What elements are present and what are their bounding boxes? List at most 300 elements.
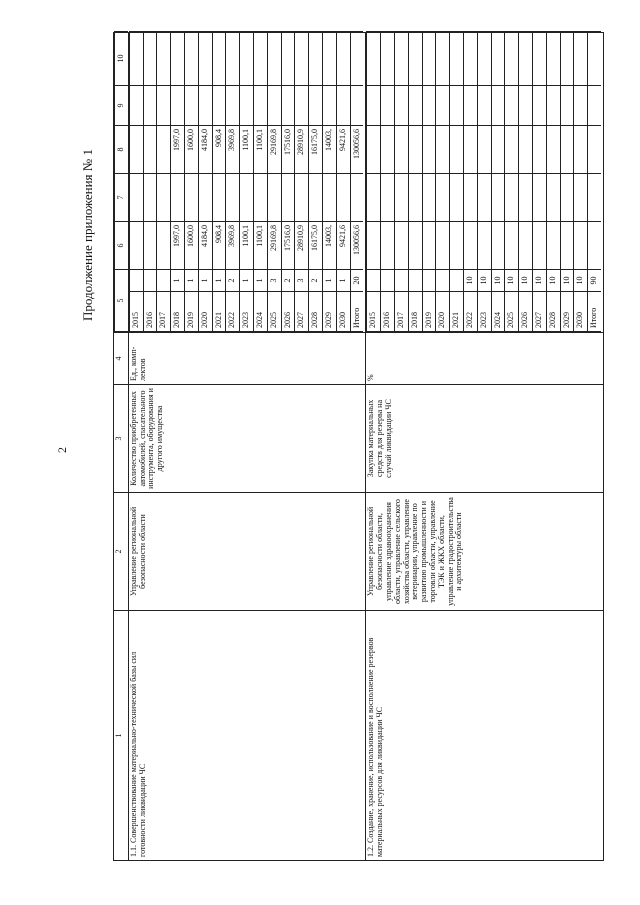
col10-value (367, 32, 381, 86)
col10-value (422, 32, 436, 86)
col7-value (336, 174, 350, 222)
col5-value (129, 270, 143, 292)
page-number: 2 (55, 447, 69, 453)
col6-value: 29169,8 (267, 222, 281, 270)
year-row (546, 32, 560, 332)
col7-value (157, 174, 171, 222)
col7-value (143, 174, 157, 222)
year-row (226, 32, 240, 332)
col10-value (532, 32, 546, 86)
col8-value: 29169,8 (267, 126, 281, 174)
col8-value (450, 126, 464, 174)
year-row (588, 32, 601, 332)
col8-value: 3969,8 (226, 126, 240, 174)
col7-value (281, 174, 295, 222)
year-cell: 2029 (322, 292, 336, 332)
header-subtable (114, 31, 128, 332)
col10-value (408, 32, 422, 86)
col8-value (491, 126, 505, 174)
col6-value (129, 222, 143, 270)
col7-value (477, 174, 491, 222)
header-col-2: 2 (114, 493, 129, 611)
header-col-3: 3 (114, 385, 129, 493)
col10-value (381, 32, 395, 86)
col9-value (394, 86, 408, 126)
year-row (212, 32, 226, 332)
executor-cell: Управление региональной безопасности области (128, 493, 366, 611)
col10-value (574, 32, 588, 86)
col9-value (574, 86, 588, 126)
col9-value (267, 86, 281, 126)
year-cell: 2017 (157, 292, 171, 332)
col9-value (253, 86, 267, 126)
col7-value (198, 174, 212, 222)
col10-value (322, 32, 336, 86)
year-cell: 2019 (184, 292, 198, 332)
col9-value (143, 86, 157, 126)
col5-value: 1 (322, 270, 336, 292)
col10-value (436, 32, 450, 86)
col5-value (143, 270, 157, 292)
col10-value (267, 32, 281, 86)
col10-value (560, 32, 574, 86)
header-col-1: 1 (114, 611, 129, 861)
col6-value (519, 222, 533, 270)
col5-value: 1 (336, 270, 350, 292)
col9-value (436, 86, 450, 126)
year-cell: 2023 (240, 292, 254, 332)
col7-value (408, 174, 422, 222)
col7-value (463, 174, 477, 222)
col6-value: 28910,9 (295, 222, 309, 270)
col10-value (240, 32, 254, 86)
year-cell: 2019 (422, 292, 436, 332)
col9-value (226, 86, 240, 126)
col9-value (381, 86, 395, 126)
measure-cell: 1.2. Создание, хранение, использование и восполнение резервов материальных ресурсов для ликвидации ЧС (366, 611, 604, 861)
col6-value (381, 222, 395, 270)
year-row (463, 32, 477, 332)
indicator-cell: Закупка материальных средств для резерва на случай ликвидации ЧС (366, 385, 604, 493)
col10-value (463, 32, 477, 86)
col10-value (336, 32, 350, 86)
col8-value (436, 126, 450, 174)
col10-value (295, 32, 309, 86)
col8-value (519, 126, 533, 174)
col10-value (171, 32, 185, 86)
year-row (350, 32, 363, 332)
col8-value (560, 126, 574, 174)
col8-value (463, 126, 477, 174)
year-cell: 2028 (309, 292, 323, 332)
col5-value (394, 270, 408, 292)
year-row (477, 32, 491, 332)
year-cell: 2022 (226, 292, 240, 332)
year-cell: 2016 (381, 292, 395, 332)
col9-value (336, 86, 350, 126)
col5-value: 10 (546, 270, 560, 292)
year-row (171, 32, 185, 332)
col6-value (560, 222, 574, 270)
col10-value (350, 32, 363, 86)
col10-value (309, 32, 323, 86)
year-row (560, 32, 574, 332)
header-col-5: 5 (115, 270, 128, 332)
col7-value (574, 174, 588, 222)
col10-value (212, 32, 226, 86)
year-cell: 2018 (171, 292, 185, 332)
col7-value (367, 174, 381, 222)
col7-value (588, 174, 601, 222)
col9-value (546, 86, 560, 126)
year-row (422, 32, 436, 332)
col6-value (143, 222, 157, 270)
col9-value (171, 86, 185, 126)
col9-value (463, 86, 477, 126)
col9-value (129, 86, 143, 126)
col6-value: 14003, (322, 222, 336, 270)
col8-value: 1997,0 (171, 126, 185, 174)
col5-value: 1 (253, 270, 267, 292)
year-cell: Итого (588, 292, 601, 332)
col8-value: 9421,6 (336, 126, 350, 174)
year-cell: 2028 (546, 292, 560, 332)
col8-value: 28910,9 (295, 126, 309, 174)
col5-value (408, 270, 422, 292)
col9-value (408, 86, 422, 126)
col5-value (436, 270, 450, 292)
table-row (366, 33, 604, 861)
col5-value: 10 (560, 270, 574, 292)
year-row (367, 32, 381, 332)
col6-value: 4184,0 (198, 222, 212, 270)
col7-value (422, 174, 436, 222)
header-col-6: 6 (115, 222, 128, 270)
year-cell: 2015 (129, 292, 143, 332)
executor-cell: Управление региональной безопасности области, управление здравоохранения области, управление сельского хозяйства области, управление ветеринарии, управление по развитию промышленности и торговли области, управление ТЭК и ЖКХ области, управление градостроительства и архитектуры области (366, 493, 604, 611)
table-rotator (113, 33, 604, 861)
col7-value (519, 174, 533, 222)
header-col-7: 7 (115, 174, 128, 222)
col9-value (422, 86, 436, 126)
col5-value: 3 (267, 270, 281, 292)
col7-value (381, 174, 395, 222)
col9-value (322, 86, 336, 126)
year-row (143, 32, 157, 332)
year-row (281, 32, 295, 332)
col5-value: 90 (588, 270, 601, 292)
year-cell: 2030 (336, 292, 350, 332)
year-cell: 2027 (532, 292, 546, 332)
year-row (436, 32, 450, 332)
col9-value (309, 86, 323, 126)
year-cell: 2017 (394, 292, 408, 332)
col6-value: 3969,8 (226, 222, 240, 270)
year-row (394, 32, 408, 332)
col6-value (546, 222, 560, 270)
col6-value: 130056,6 (350, 222, 363, 270)
col10-value (226, 32, 240, 86)
col6-value: 16175,0 (309, 222, 323, 270)
col6-value (408, 222, 422, 270)
col6-value: 1100,1 (253, 222, 267, 270)
year-cell: 2025 (505, 292, 519, 332)
year-row (198, 32, 212, 332)
col9-value (350, 86, 363, 126)
year-row (309, 32, 323, 332)
col5-value: 10 (463, 270, 477, 292)
year-row (381, 32, 395, 332)
col8-value: 1600,0 (184, 126, 198, 174)
year-row (184, 32, 198, 332)
col10-value (143, 32, 157, 86)
col6-value (450, 222, 464, 270)
year-cell: 2018 (408, 292, 422, 332)
col9-value (560, 86, 574, 126)
year-row (336, 32, 350, 332)
col8-value (143, 126, 157, 174)
header-col-8: 8 (115, 126, 128, 174)
col8-value: 1100,1 (253, 126, 267, 174)
col5-value: 3 (295, 270, 309, 292)
col5-value: 10 (477, 270, 491, 292)
col10-value (198, 32, 212, 86)
year-row (157, 32, 171, 332)
col7-value (240, 174, 254, 222)
col9-value (184, 86, 198, 126)
col5-value: 10 (532, 270, 546, 292)
measure-cell: 1.1. Совершенствование материально-технической базы сил готовности ликвидации ЧС (128, 611, 366, 861)
col5-value: 2 (281, 270, 295, 292)
col8-value: 908,4 (212, 126, 226, 174)
table-row (128, 33, 366, 861)
year-cell: 2026 (519, 292, 533, 332)
col9-value (157, 86, 171, 126)
year-row (253, 32, 267, 332)
year-cell: 2025 (267, 292, 281, 332)
col10-value (394, 32, 408, 86)
col10-value (129, 32, 143, 86)
table-caption: Продолжение приложения № 1 (80, 149, 95, 321)
col6-value (422, 222, 436, 270)
year-row (322, 32, 336, 332)
col5-value: 10 (574, 270, 588, 292)
header-row (114, 33, 129, 861)
col7-value (450, 174, 464, 222)
col7-value (295, 174, 309, 222)
header-col-10: 10 (115, 32, 128, 86)
year-cell: 2022 (463, 292, 477, 332)
year-row (240, 32, 254, 332)
col7-value (546, 174, 560, 222)
header-col-9: 9 (115, 86, 128, 126)
col7-value (253, 174, 267, 222)
col7-value (322, 174, 336, 222)
col8-value (408, 126, 422, 174)
col10-value (253, 32, 267, 86)
col8-value: 16175,0 (309, 126, 323, 174)
col6-value: 9421,6 (336, 222, 350, 270)
col6-value (574, 222, 588, 270)
col10-value (157, 32, 171, 86)
col5-value: 10 (519, 270, 533, 292)
col5-value: 1 (240, 270, 254, 292)
col8-value (532, 126, 546, 174)
col5-value: 1 (171, 270, 185, 292)
col8-value: 130056,6 (350, 126, 363, 174)
col10-value (450, 32, 464, 86)
year-cell: 2024 (253, 292, 267, 332)
col9-value (450, 86, 464, 126)
col7-value (491, 174, 505, 222)
year-row (295, 32, 309, 332)
year-row (574, 32, 588, 332)
col5-value: 1 (212, 270, 226, 292)
year-row (267, 32, 281, 332)
col6-value (532, 222, 546, 270)
col5-value (157, 270, 171, 292)
col7-value (212, 174, 226, 222)
col5-value (381, 270, 395, 292)
col8-value (394, 126, 408, 174)
col8-value (505, 126, 519, 174)
col10-value (519, 32, 533, 86)
col5-value (450, 270, 464, 292)
year-row (519, 32, 533, 332)
col7-value (184, 174, 198, 222)
col9-value (532, 86, 546, 126)
col7-value (129, 174, 143, 222)
col5-value: 10 (505, 270, 519, 292)
col9-value (588, 86, 601, 126)
program-table (113, 32, 604, 861)
unit-cell: % (366, 333, 604, 385)
rotated-table-area (113, 33, 604, 861)
col8-value: 14003, (322, 126, 336, 174)
year-cell: 2024 (491, 292, 505, 332)
col7-value (309, 174, 323, 222)
col8-value (129, 126, 143, 174)
col9-value (212, 86, 226, 126)
years-subtable (129, 31, 364, 332)
col8-value (588, 126, 601, 174)
header-col-4: 4 (114, 333, 129, 385)
year-cell: 2021 (212, 292, 226, 332)
col8-value: 1100,1 (240, 126, 254, 174)
col7-value (394, 174, 408, 222)
col6-value: 1997,0 (171, 222, 185, 270)
col6-value: 17516,0 (281, 222, 295, 270)
col5-value: 10 (491, 270, 505, 292)
year-cell: Итого (350, 292, 363, 332)
col6-value (491, 222, 505, 270)
year-cell: 2020 (198, 292, 212, 332)
year-cell: 2021 (450, 292, 464, 332)
col7-value (532, 174, 546, 222)
years-cell (128, 33, 366, 333)
col9-value (240, 86, 254, 126)
col10-value (281, 32, 295, 86)
col9-value (281, 86, 295, 126)
caption-container (78, 110, 98, 360)
col6-value: 1600,0 (184, 222, 198, 270)
col6-value (463, 222, 477, 270)
col6-value (394, 222, 408, 270)
col7-value (350, 174, 363, 222)
col8-value (422, 126, 436, 174)
year-cell: 2023 (477, 292, 491, 332)
col5-value: 2 (226, 270, 240, 292)
col8-value (157, 126, 171, 174)
col7-value (171, 174, 185, 222)
year-cell: 2020 (436, 292, 450, 332)
col7-value (560, 174, 574, 222)
col5-value: 1 (198, 270, 212, 292)
col7-value (267, 174, 281, 222)
col9-value (491, 86, 505, 126)
col6-value (505, 222, 519, 270)
col9-value (477, 86, 491, 126)
col8-value (367, 126, 381, 174)
year-cell: 2029 (560, 292, 574, 332)
col8-value: 17516,0 (281, 126, 295, 174)
col9-value (505, 86, 519, 126)
indicator-cell: Количество приобретенных автомобилей, спасательного инструмента, оборудования и другого имущества (128, 385, 366, 493)
col8-value (546, 126, 560, 174)
col8-value (477, 126, 491, 174)
col8-value (574, 126, 588, 174)
year-cell: 2016 (143, 292, 157, 332)
col6-value (588, 222, 601, 270)
col6-value (367, 222, 381, 270)
year-row (491, 32, 505, 332)
year-row (408, 32, 422, 332)
col6-value: 1100,1 (240, 222, 254, 270)
year-cell: 2030 (574, 292, 588, 332)
year-row (450, 32, 464, 332)
year-cell: 2027 (295, 292, 309, 332)
col10-value (491, 32, 505, 86)
col5-value (367, 270, 381, 292)
col10-value (546, 32, 560, 86)
year-row (129, 32, 143, 332)
col8-value: 4184,0 (198, 126, 212, 174)
col5-value: 20 (350, 270, 363, 292)
col6-value: 908,4 (212, 222, 226, 270)
year-row (505, 32, 519, 332)
col10-value (505, 32, 519, 86)
col9-value (367, 86, 381, 126)
col6-value (436, 222, 450, 270)
col5-value (422, 270, 436, 292)
col9-value (295, 86, 309, 126)
col9-value (519, 86, 533, 126)
col5-value: 1 (184, 270, 198, 292)
col7-value (436, 174, 450, 222)
col6-value (157, 222, 171, 270)
col10-value (477, 32, 491, 86)
unit-cell: Ед., комп-лектов (128, 333, 366, 385)
col8-value (381, 126, 395, 174)
col10-value (588, 32, 601, 86)
year-cell: 2026 (281, 292, 295, 332)
years-cell (366, 33, 604, 333)
year-row (532, 32, 546, 332)
col6-value (477, 222, 491, 270)
col9-value (198, 86, 212, 126)
header-cols-5-10 (114, 33, 129, 333)
year-cell: 2015 (367, 292, 381, 332)
